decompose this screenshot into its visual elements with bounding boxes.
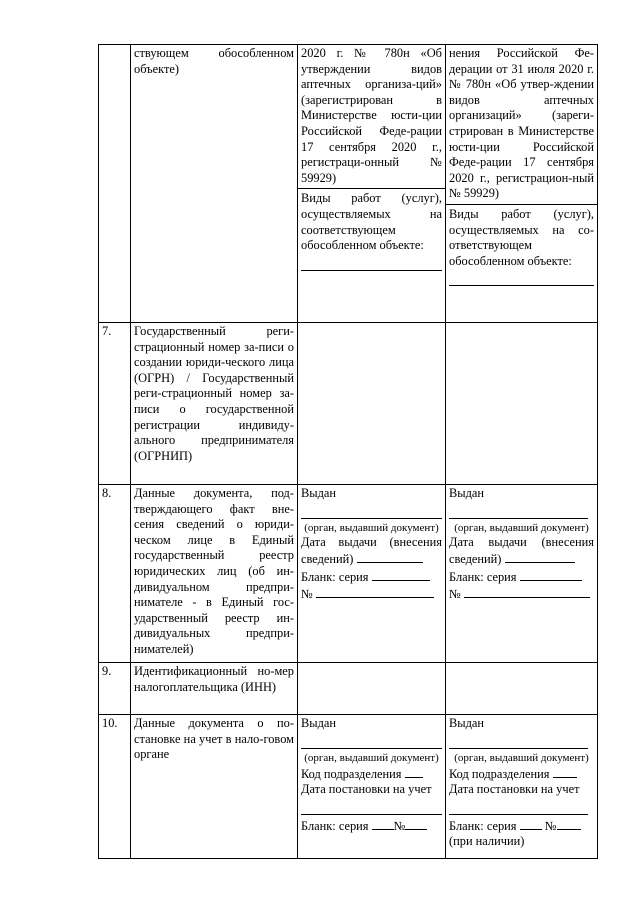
blank-line[interactable] [464, 585, 590, 598]
cell-text: нения Российской Фе-дерации от 31 июля 2020 г. № 780н «Об утвер-ждении видов аптечных организаций» (зареги-стрирован в Министерстве юсти-ции Российской Феде-рации 17 сентября 2020 г., регистрацион-ный № 59929) [449, 46, 594, 201]
row-number: 7. [99, 323, 131, 485]
issued-label: Выдан [301, 486, 337, 500]
cell-text: 2020 г. № 780н «Об утверждении видов аптечных организа-ций» (зарегистрирован в Министерстве юсти-ции Российской Феде-рации 17 сентября 2020 г., регистраци-онный № 59929) [301, 46, 442, 185]
division-code-label: Код подразделения [449, 765, 594, 783]
number-label: № [301, 585, 442, 603]
blank-series-label: Бланк: серия № [301, 817, 442, 835]
form-cell[interactable] [446, 323, 598, 485]
row-label: Государственный реги-страционный номер за-писи о создании юриди-ческого лица (ОГРН) / Государственный реги-страционный номер за-писи о государственной регистрации индивиду-ального предпринимателя (ОГРНИП) [131, 323, 298, 485]
issue-date-label: Дата выдачи (внесения сведений) [449, 534, 594, 567]
blank-series-label: Бланк: серия [449, 568, 594, 586]
table-row [99, 663, 598, 715]
blank-line[interactable] [520, 568, 582, 581]
cell-subsection [298, 188, 445, 270]
form-cell [446, 485, 598, 663]
blank-line[interactable] [316, 585, 434, 598]
blank-line[interactable] [301, 504, 442, 519]
blank-series-label: Бланк: серия № [449, 817, 594, 835]
form-cell [298, 45, 446, 323]
row-number: 9. [99, 663, 131, 715]
row-label: Идентификационный но-мер налогоплательщика (ИНН) [131, 663, 298, 715]
if-any-note: (при наличии) [449, 834, 525, 849]
blank-line[interactable] [449, 734, 588, 749]
cell-text: Виды работ (услуг), осуществляемых на со-ответствующем обособленном объекте: [449, 206, 594, 268]
blank-line[interactable] [301, 256, 442, 271]
issuer-caption: (орган, выдавший документ) [454, 521, 589, 534]
reg-date-label: Дата постановки на учет [301, 782, 432, 797]
table-row [99, 715, 598, 859]
division-code-label: Код подразделения [301, 765, 442, 783]
issuer-caption: (орган, выдавший документ) [304, 751, 439, 764]
blank-line[interactable] [557, 817, 581, 830]
blank-series-label: Бланк: серия [301, 568, 442, 586]
blank-line[interactable] [505, 550, 575, 563]
form-cell[interactable] [298, 323, 446, 485]
table-row [99, 45, 598, 323]
row-label: Данные документа, под-тверждающего факт вне-сения сведений о юриди-ческом лице в Единый государственный реестр юридических лиц (об ин-дивидуальном предпри-нимателе - в Единый гос-ударственный реестр ин-дивидуальных предпри-нимателей) [131, 485, 298, 663]
application-form-table [98, 44, 598, 859]
blank-line[interactable] [357, 550, 423, 563]
row-number [99, 45, 131, 323]
issued-label: Выдан [449, 716, 485, 730]
blank-line[interactable] [301, 734, 442, 749]
form-cell [446, 45, 598, 323]
table-row [99, 323, 598, 485]
cell-subsection [446, 204, 597, 286]
issued-label: Выдан [301, 716, 337, 730]
blank-line[interactable] [405, 765, 423, 778]
form-cell[interactable] [298, 663, 446, 715]
issue-date-label: Дата выдачи (внесения сведений) [301, 534, 442, 567]
reg-date-label: Дата постановки на учет [449, 782, 580, 797]
row-number: 10. [99, 715, 131, 859]
cell-text: Виды работ (услуг), осуществляемых на соответствующем обособленном объекте: [301, 191, 442, 253]
form-cell[interactable] [446, 663, 598, 715]
form-cell [298, 715, 446, 859]
blank-line[interactable] [449, 271, 594, 286]
form-cell [298, 485, 446, 663]
row-label: ствующем обособленном объекте) [131, 45, 298, 323]
blank-line[interactable] [449, 504, 588, 519]
row-label: Данные документа о по-становке на учет в нало-говом органе [131, 715, 298, 859]
issuer-caption: (орган, выдавший документ) [304, 521, 439, 534]
blank-line[interactable] [301, 800, 442, 815]
blank-line[interactable] [520, 817, 542, 830]
blank-line[interactable] [372, 817, 394, 830]
blank-line[interactable] [405, 817, 427, 830]
row-number: 8. [99, 485, 131, 663]
blank-line[interactable] [372, 568, 430, 581]
blank-line[interactable] [449, 800, 588, 815]
blank-line[interactable] [553, 765, 577, 778]
issuer-caption: (орган, выдавший документ) [454, 751, 589, 764]
issued-label: Выдан [449, 486, 485, 500]
form-cell [446, 715, 598, 859]
number-label: № [449, 585, 594, 603]
table-row [99, 485, 598, 663]
